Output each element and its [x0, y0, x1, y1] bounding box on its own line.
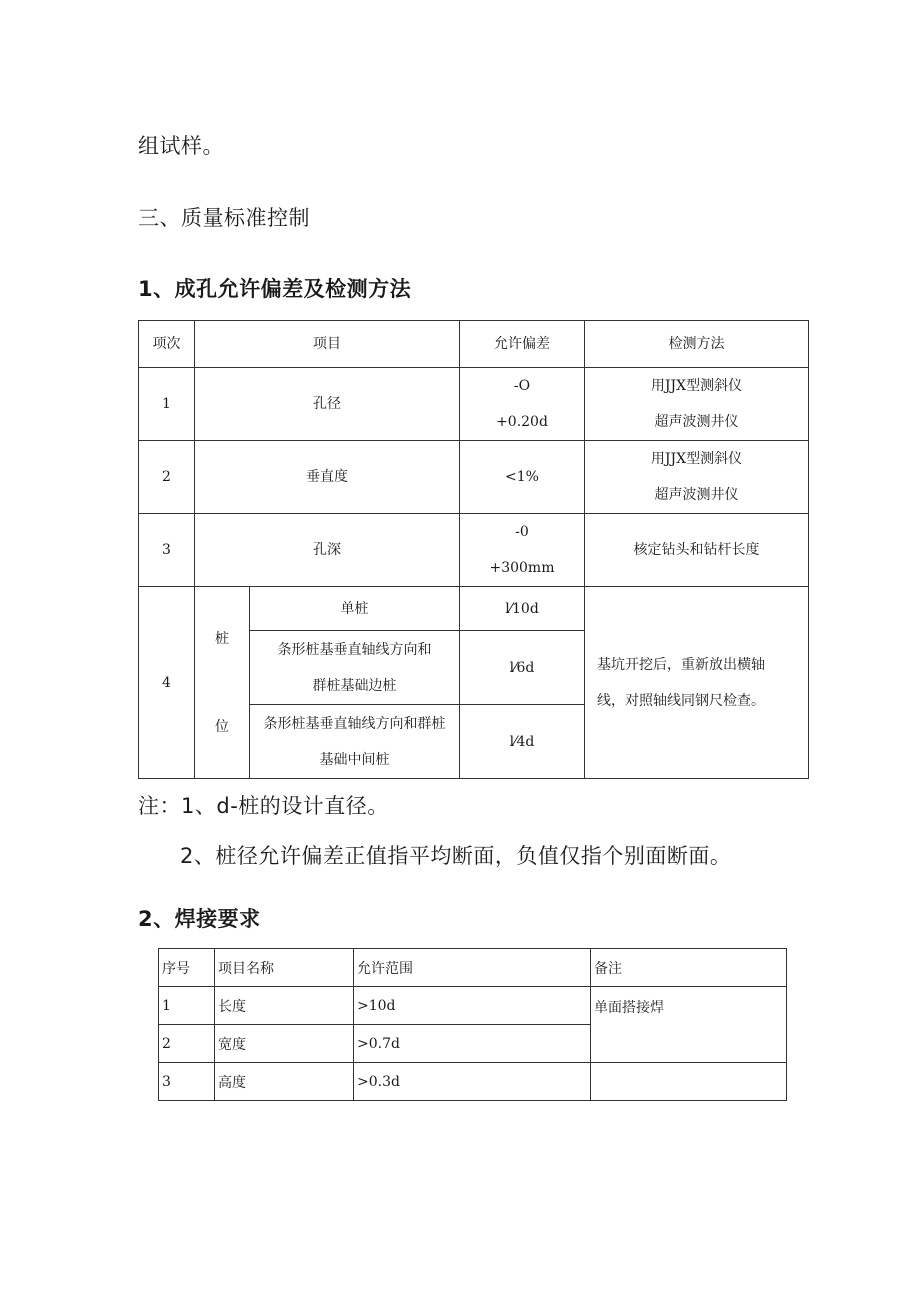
table-header-row [139, 321, 809, 368]
row-no: 2 [159, 1025, 215, 1063]
row-no: 4 [139, 587, 195, 779]
subsection-title-hole-tolerance: 1、成孔允许偏差及检测方法 [138, 277, 412, 301]
row-name: 高度 [215, 1063, 354, 1101]
welding-table [158, 948, 787, 1101]
row-item: 孔深 [195, 514, 460, 587]
header-cell: 备注 [591, 949, 787, 987]
subsection-title-welding: 2、焊接要求 [138, 907, 261, 931]
intro-line: 组试样。 [138, 134, 224, 158]
row-no: 3 [139, 514, 195, 587]
row-range: >10d [354, 987, 591, 1025]
header-cell: 项目 [195, 321, 460, 368]
pile-tolerance: l⁄4d [460, 705, 585, 779]
row-method: 用JJX型测斜仪 超声波测井仪 [585, 368, 809, 441]
row-range: >0.7d [354, 1025, 591, 1063]
row-method: 核定钻头和钻杆长度 [585, 514, 809, 587]
header-cell: 允许范围 [354, 949, 591, 987]
row-no: 1 [159, 987, 215, 1025]
row-tolerance: <1% [460, 441, 585, 514]
header-cell: 序号 [159, 949, 215, 987]
row-no: 3 [159, 1063, 215, 1101]
note-1: 注：1、d-桩的设计直径。 [138, 794, 389, 818]
header-cell: 项次 [139, 321, 195, 368]
header-cell: 允许偏差 [460, 321, 585, 368]
pile-tolerance: l⁄10d [460, 587, 585, 631]
row-name: 宽度 [215, 1025, 354, 1063]
row-no: 1 [139, 368, 195, 441]
row-note-empty [591, 1063, 787, 1101]
header-cell: 项目名称 [215, 949, 354, 987]
pile-method: 基坑开挖后，重新放出横轴 线，对照轴线同钢尺检查。 [585, 587, 809, 779]
pile-tolerance: l⁄6d [460, 631, 585, 705]
table-row [139, 441, 809, 514]
table-row [139, 587, 809, 631]
row-name: 长度 [215, 987, 354, 1025]
table-header-row [159, 949, 787, 987]
pile-item: 单桩 [250, 587, 460, 631]
section-title-quality: 三、质量标准控制 [138, 206, 310, 230]
pile-item: 条形桩基垂直轴线方向和群桩 基础中间桩 [250, 705, 460, 779]
row-no: 2 [139, 441, 195, 514]
table-row [159, 1063, 787, 1101]
pile-position-label: 桩 位 [195, 587, 250, 779]
pile-item: 条形桩基垂直轴线方向和 群桩基础边桩 [250, 631, 460, 705]
table-row [139, 368, 809, 441]
hole-tolerance-table [138, 320, 809, 779]
row-tolerance: -0 +300mm [460, 514, 585, 587]
row-item: 孔径 [195, 368, 460, 441]
table-row [159, 987, 787, 1025]
row-range: >0.3d [354, 1063, 591, 1101]
row-method: 用JJX型测斜仪 超声波测井仪 [585, 441, 809, 514]
header-cell: 检测方法 [585, 321, 809, 368]
row-item: 垂直度 [195, 441, 460, 514]
row-note: 单面搭接焊 [591, 987, 787, 1063]
note-2: 2、桩径允许偏差正值指平均断面，负值仅指个别面断面。 [180, 844, 732, 868]
row-tolerance: -O +0.20d [460, 368, 585, 441]
table-row [139, 514, 809, 587]
